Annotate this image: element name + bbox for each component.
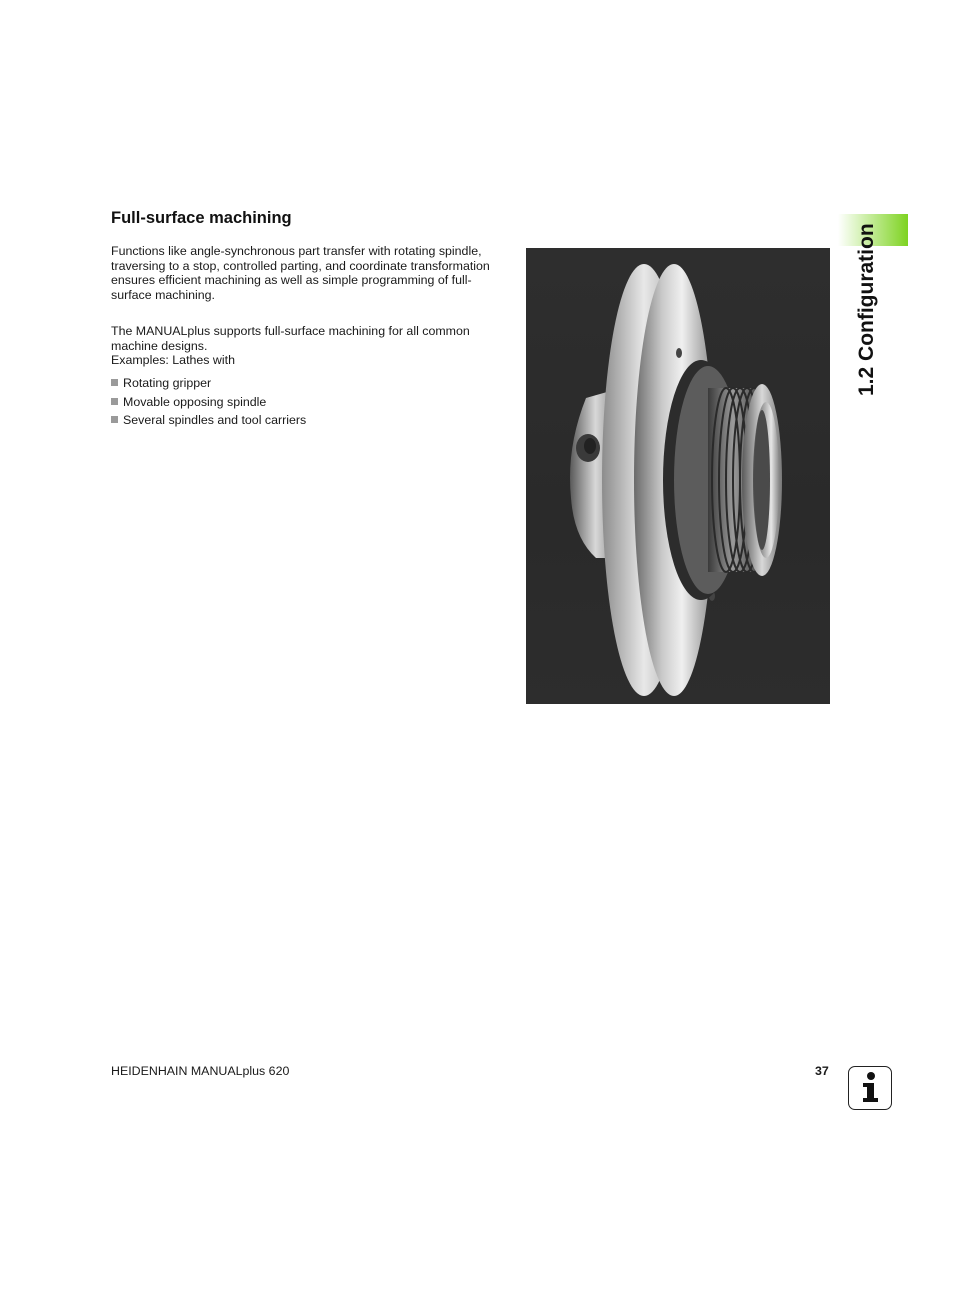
support-paragraph-text: The MANUALplus supports full-surface machining for all common machine designs. (111, 324, 470, 353)
examples-label: Examples: Lathes with (111, 353, 235, 368)
spindle-flange-photo (526, 248, 830, 704)
manual-name: HEIDENHAIN MANUALplus 620 (111, 1064, 290, 1078)
page-number: 37 (815, 1064, 829, 1078)
square-bullet-icon (111, 398, 118, 405)
square-bullet-icon (111, 379, 118, 386)
section-heading: Full-surface machining (111, 209, 292, 227)
chapter-title: 1.2 Configuration (855, 223, 878, 396)
list-item-label: Movable opposing spindle (123, 394, 267, 409)
list-item-label: Rotating gripper (123, 376, 212, 390)
intro-paragraph: Functions like angle-synchronous part transfer with rotating spindle, traversing to a stop, controlled parting, and coordinate transformation ensures efficient machining as well as simple programming of full-surface machining. (111, 244, 490, 302)
list-item (111, 413, 306, 432)
list-item-label: Several spindles and tool carriers (123, 413, 307, 427)
square-bullet-icon (111, 416, 118, 423)
support-paragraph (111, 324, 511, 368)
list-item (111, 376, 306, 395)
example-list (111, 376, 306, 432)
info-icon (848, 1066, 892, 1110)
list-item (111, 395, 306, 414)
